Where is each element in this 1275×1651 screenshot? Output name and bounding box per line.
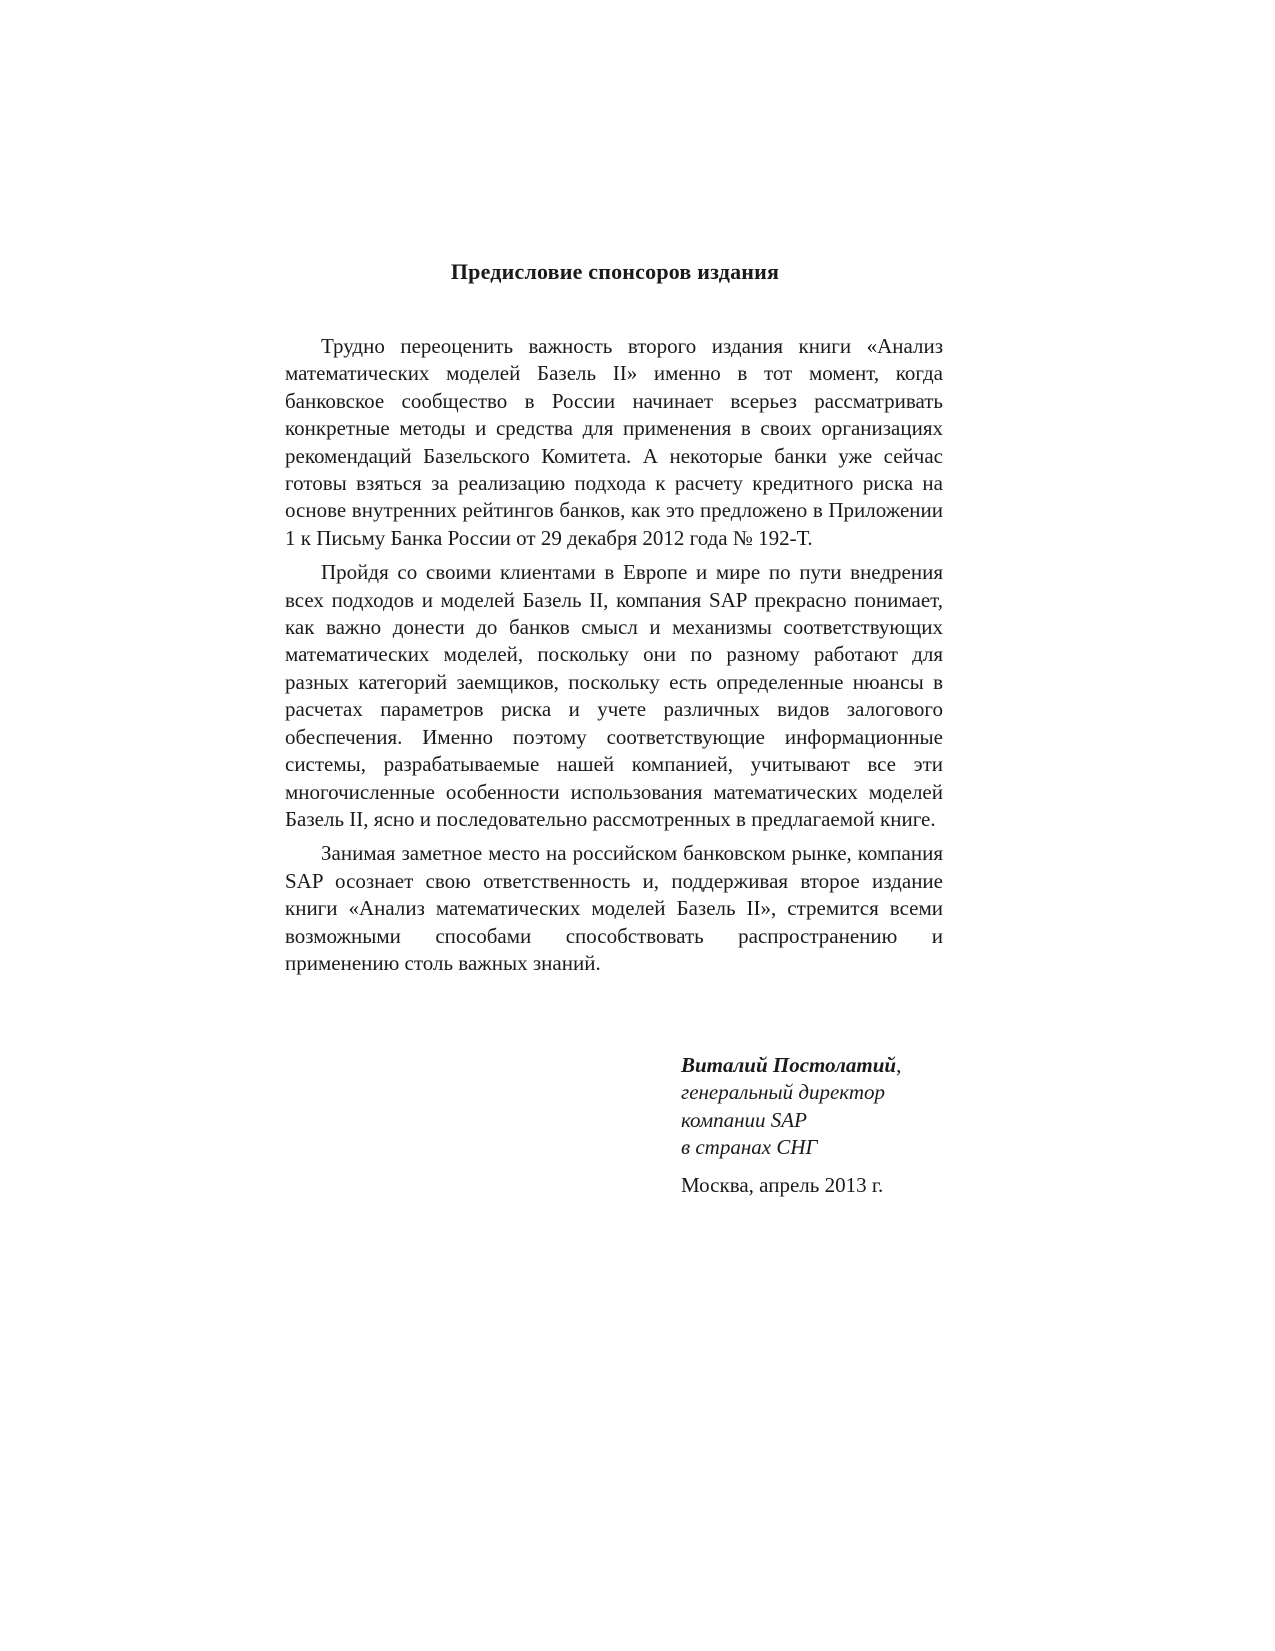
signature-name-line — [681, 1052, 981, 1079]
signature-block — [681, 1052, 981, 1199]
signature-name: Виталий Постолатий — [681, 1053, 897, 1077]
paragraph-1: Трудно переоценить важность второго издания книги «Анализ математических моделей Базель II» именно в тот момент, когда банковское сообщество в России начинает всерьез рассматривать конкретные методы и средства для применения в своих организациях рекомендаций Базельского Комитета. А некоторые банки уже сейчас готовы взяться за реализацию подхода к расчету кредитного риска на основе внутренних рейтингов банков, как это предложено в Приложении 1 к Письму Банка России от 29 декабря 2012 года № 192-Т. — [285, 334, 943, 550]
place-and-date: Москва, апрель 2013 г. — [681, 1172, 884, 1197]
signature-role-line-2: компании SAP — [681, 1107, 807, 1132]
signature-role-line-1: генеральный директор — [681, 1080, 886, 1105]
paragraph-3: Занимая заметное место на российском банковском рынке, компания SAP осознает свою ответственность и, поддерживая второе издание книги «Анализ математических моделей Базель II», стремится всеми возможными способами способствовать распространению и применению столь важных знаний. — [285, 841, 943, 975]
paragraph-2: Пройдя со своими клиентами в Европе и мире по пути внедрения всех подходов и моделей Базель II, компания SAP прекрасно понимает, как важно донести до банков смысл и механизмы соответствующих математических моделей, поскольку они по разному работают для разных категорий заемщиков, поскольку есть определенные нюансы в расчетах параметров риска и учете различных видов залогового обеспечения. Именно поэтому соответствующие информационные системы, разрабатываемые нашей компанией, учитывают все эти многочисленные особенности использования математических моделей Базель II, ясно и последовательно рассмотренных в предлагаемой книге. — [285, 560, 943, 831]
preface-body — [285, 333, 943, 984]
page-title: Предисловие спонсоров издания — [450, 259, 780, 284]
signature-role-line-3: в странах СНГ — [681, 1135, 818, 1160]
signature-name-comma: , — [896, 1053, 902, 1077]
